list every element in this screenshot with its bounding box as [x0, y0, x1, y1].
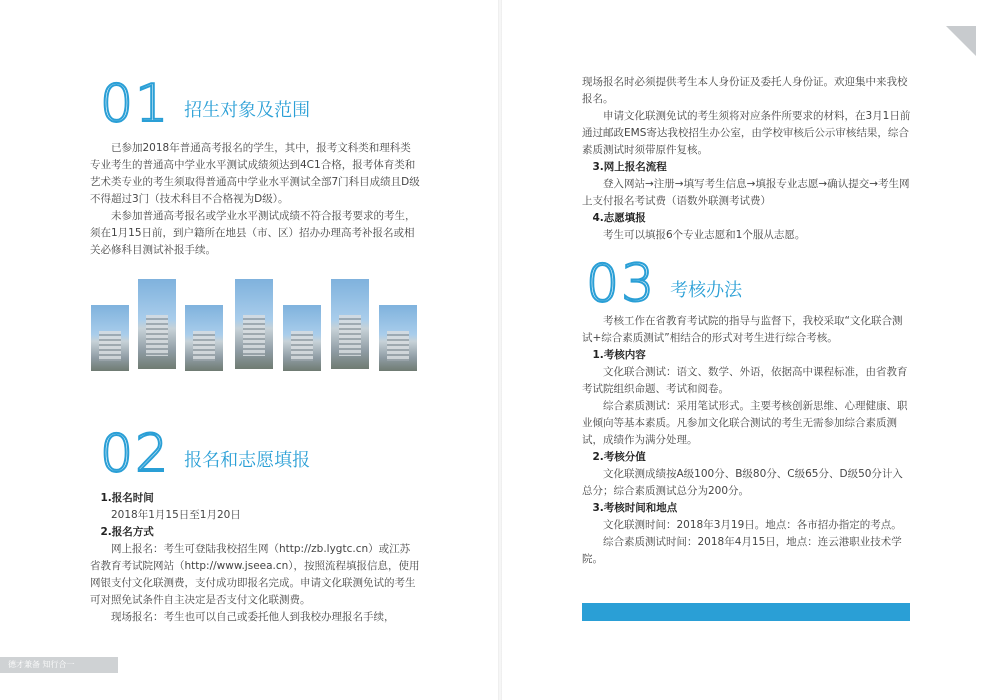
section-01-number: 01: [100, 74, 171, 134]
registration-time-text: 2018年1月15日至1月20日: [111, 509, 241, 521]
assessment-content-heading: 1.考核内容: [592, 349, 646, 361]
onsite-registration-cont: 现场报名时必须提供考生本人身份证及委托人身份证。欢迎集中来我校报名。: [582, 76, 908, 105]
section-01-body: [90, 140, 420, 259]
campus-photo-strip: [90, 278, 420, 378]
assessment-content-2: 综合素质测试：采用笔试形式。主要考核创新思维、心理健康、职业倾向等基本素质。凡参加文化联合测试的考生无需参加综合素质测试，成绩作为满分处理。: [582, 400, 908, 446]
section-03-body: [582, 313, 912, 568]
campus-photo: [378, 304, 418, 372]
right-top-body: [582, 74, 912, 244]
assessment-time-2: 综合素质测试时间：2018年4月15日，地点：连云港职业技术学院。: [582, 536, 902, 565]
assessment-time-heading: 3.考核时间和地点: [592, 502, 678, 514]
campus-photo: [330, 278, 370, 370]
onsite-registration-text: 现场报名：考生也可以自己或委托他人到我校办理报名手续，: [111, 611, 395, 623]
assessment-score-heading: 2.考核分值: [592, 451, 646, 463]
section-03-number: 03: [586, 254, 657, 314]
section-01-paragraph-2: 未参加普通高考报名或学业水平测试成绩不符合报考要求的考生，须在1月15日前，到户籍所在地县（市、区）招办办理高考补报名或相关必修科目测试补报手续。: [90, 210, 416, 256]
campus-photo: [137, 278, 177, 370]
exemption-text: 申请文化联测免试的考生须将对应条件所要求的材料，在3月1日前通过邮政EMS寄达我校招生办公室，由学校审核后公示审核结果，综合素质测试时须带原件复核。: [582, 110, 911, 156]
section-01-paragraph-1: 已参加2018年普通高考报名的学生，其中，报考文科类和理科类专业考生的普通高中学业水平测试成绩须达到4C1合格，报考体育类和艺术类专业的考生须取得普通高中学业水平测试全部7门科目成绩且D级不得超过3门（技术科目不合格视为D级）。: [90, 142, 420, 205]
assessment-intro: 考核工作在省教育考试院的指导与监督下，我校采取“文化联合测试+综合素质测试”相结合的形式对考生进行综合考核。: [582, 315, 903, 344]
book-spine: [498, 0, 502, 700]
registration-time-heading: 1.报名时间: [100, 492, 154, 504]
wish-heading: 4.志愿填报: [592, 212, 646, 224]
footer-motto: 德才兼备 知行合一: [0, 657, 118, 673]
campus-photo: [184, 304, 224, 372]
corner-fold-triangle: [946, 26, 976, 56]
section-02-number: 02: [100, 424, 171, 484]
online-registration-text: 网上报名：考生可登陆我校招生网（http://zb.lygtc.cn）或江苏省教育考试院网站（http://www.jseea.cn），按照流程填报信息，使用网银支付文化联测费，支付成功即报名完成。申请文化联测免试的考生可对照免试条件自主决定是否支付文化联测费。: [90, 543, 420, 606]
section-02-title: 报名和志愿填报: [184, 450, 311, 471]
assessment-score-text: 文化联测成绩按A级100分、B级80分、C级65分、D级50分计入总分；综合素质测试总分为200分。: [582, 468, 903, 497]
campus-photo: [234, 278, 274, 370]
section-01-title: 招生对象及范围: [184, 100, 311, 121]
section-02-header: [100, 424, 311, 484]
section-03-title: 考核办法: [670, 280, 743, 301]
registration-method-heading: 2.报名方式: [100, 526, 154, 538]
wish-text: 考生可以填报6个专业志愿和1个服从志愿。: [603, 229, 806, 241]
assessment-time-1: 文化联测时间：2018年3月19日。地点：各市招办指定的考点。: [603, 519, 902, 531]
assessment-content-1: 文化联合测试：语文、数学、外语，依据高中课程标准，由省教育考试院组织命题、考试和阅卷。: [582, 366, 908, 395]
online-flow-heading: 3.网上报名流程: [592, 161, 667, 173]
online-flow-text: 登入网站→注册→填写考生信息→填报专业志愿→确认提交→考生网上支付报名考试费（语数外联测考试费）: [582, 178, 910, 207]
section-03-header: [586, 254, 743, 314]
section-02-body: [90, 490, 420, 626]
decorative-blue-bar: [582, 603, 910, 621]
section-01-header: [100, 74, 311, 134]
campus-photo: [282, 304, 322, 372]
campus-photo: [90, 304, 130, 372]
